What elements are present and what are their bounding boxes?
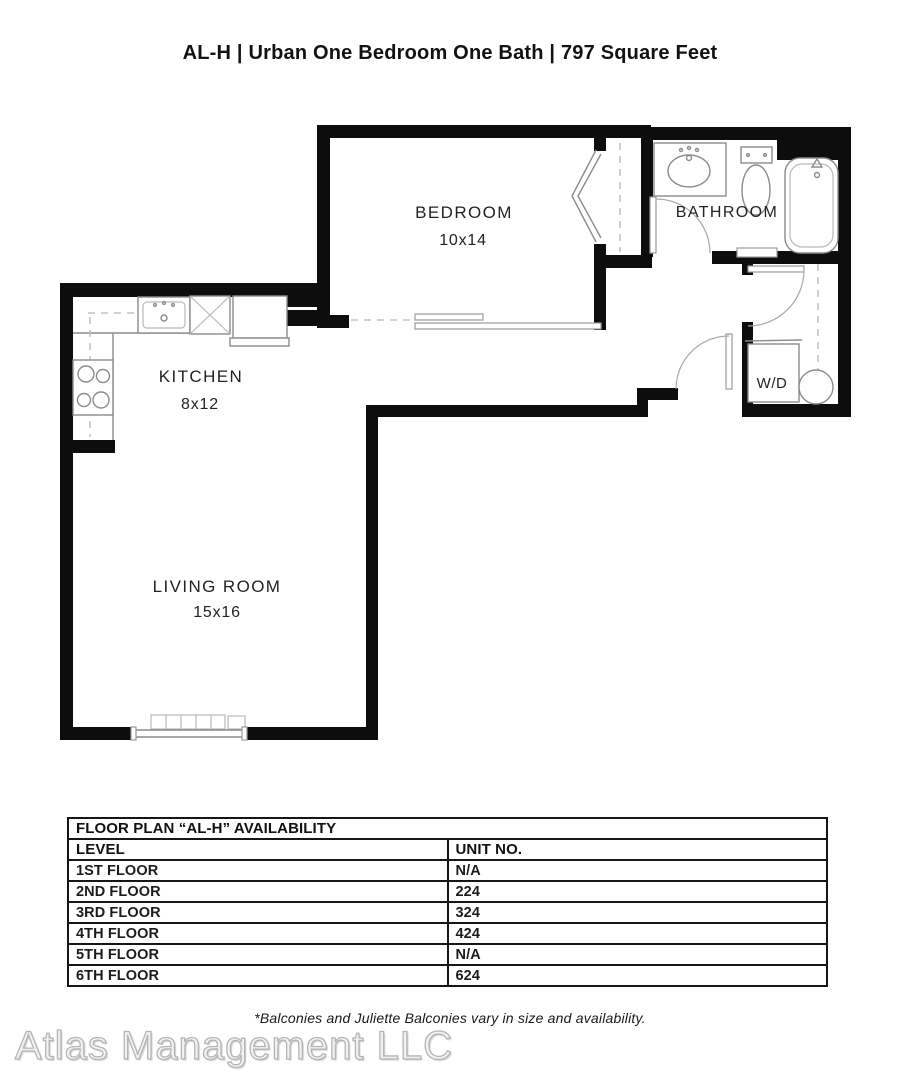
wd-closet-door <box>748 266 804 272</box>
watermark: Atlas Management LLC <box>15 1024 454 1068</box>
sliding-door-opening <box>415 323 601 329</box>
living-room-fixtures <box>131 715 247 740</box>
bathtub-icon <box>785 158 838 253</box>
unit-cell: N/A <box>448 944 828 965</box>
footnote: *Balconies and Juliette Balconies vary in size and availability. <box>254 1010 646 1026</box>
table-row <box>68 881 827 902</box>
column-header-level: LEVEL <box>68 839 448 860</box>
level-cell: 4TH FLOOR <box>68 923 448 944</box>
room-dims-bedroom: 10x14 <box>439 232 487 249</box>
table-row <box>68 860 827 881</box>
unit-cell: 324 <box>448 902 828 923</box>
room-dims-kitchen: 8x12 <box>181 396 219 413</box>
bedroom-sliding-door <box>351 314 601 329</box>
room-label-bathroom: BATHROOM <box>675 204 779 221</box>
unit-cell: 424 <box>448 923 828 944</box>
sliding-door-panel <box>415 314 483 320</box>
bedroom-closet <box>572 143 620 252</box>
range-icon <box>73 360 113 415</box>
bathroom-fixtures <box>654 143 838 257</box>
room-label-bedroom: BEDROOM <box>415 203 513 222</box>
washer-dryer-icon <box>748 344 799 402</box>
refrigerator-icon <box>233 296 287 338</box>
table-row <box>68 902 827 923</box>
unit-cell: 224 <box>448 881 828 902</box>
table-row <box>68 923 827 944</box>
room-dims-living: 15x16 <box>193 604 241 621</box>
level-cell: 6TH FLOOR <box>68 965 448 986</box>
toilet-tank <box>741 147 772 163</box>
unit-cell: N/A <box>448 860 828 881</box>
water-heater-icon <box>799 370 833 404</box>
room-label-kitchen: KITCHEN <box>158 367 244 386</box>
level-cell: 5TH FLOOR <box>68 944 448 965</box>
page-title: AL-H | Urban One Bedroom One Bath | 797 Square Feet <box>182 42 718 64</box>
level-cell: 2ND FLOOR <box>68 881 448 902</box>
bifold-door-icon <box>572 150 596 242</box>
table-header-row <box>68 839 827 860</box>
baseboard-heater-icon <box>151 715 225 729</box>
room-label-wd: W/D <box>756 375 788 392</box>
bifold-door-icon <box>578 154 601 238</box>
level-cell: 1ST FLOOR <box>68 860 448 881</box>
table-row <box>68 944 827 965</box>
table-title: FLOOR PLAN “AL-H” AVAILABILITY <box>68 818 827 839</box>
level-cell: 3RD FLOOR <box>68 902 448 923</box>
bathroom-door <box>650 197 656 253</box>
table-row <box>68 965 827 986</box>
column-header-unit: UNIT NO. <box>448 839 828 860</box>
availability-table <box>67 817 828 987</box>
threshold <box>737 248 777 257</box>
room-label-living: LIVING ROOM <box>152 577 282 596</box>
unit-cell: 624 <box>448 965 828 986</box>
table-title-row <box>68 818 827 839</box>
entry-door <box>726 334 732 389</box>
